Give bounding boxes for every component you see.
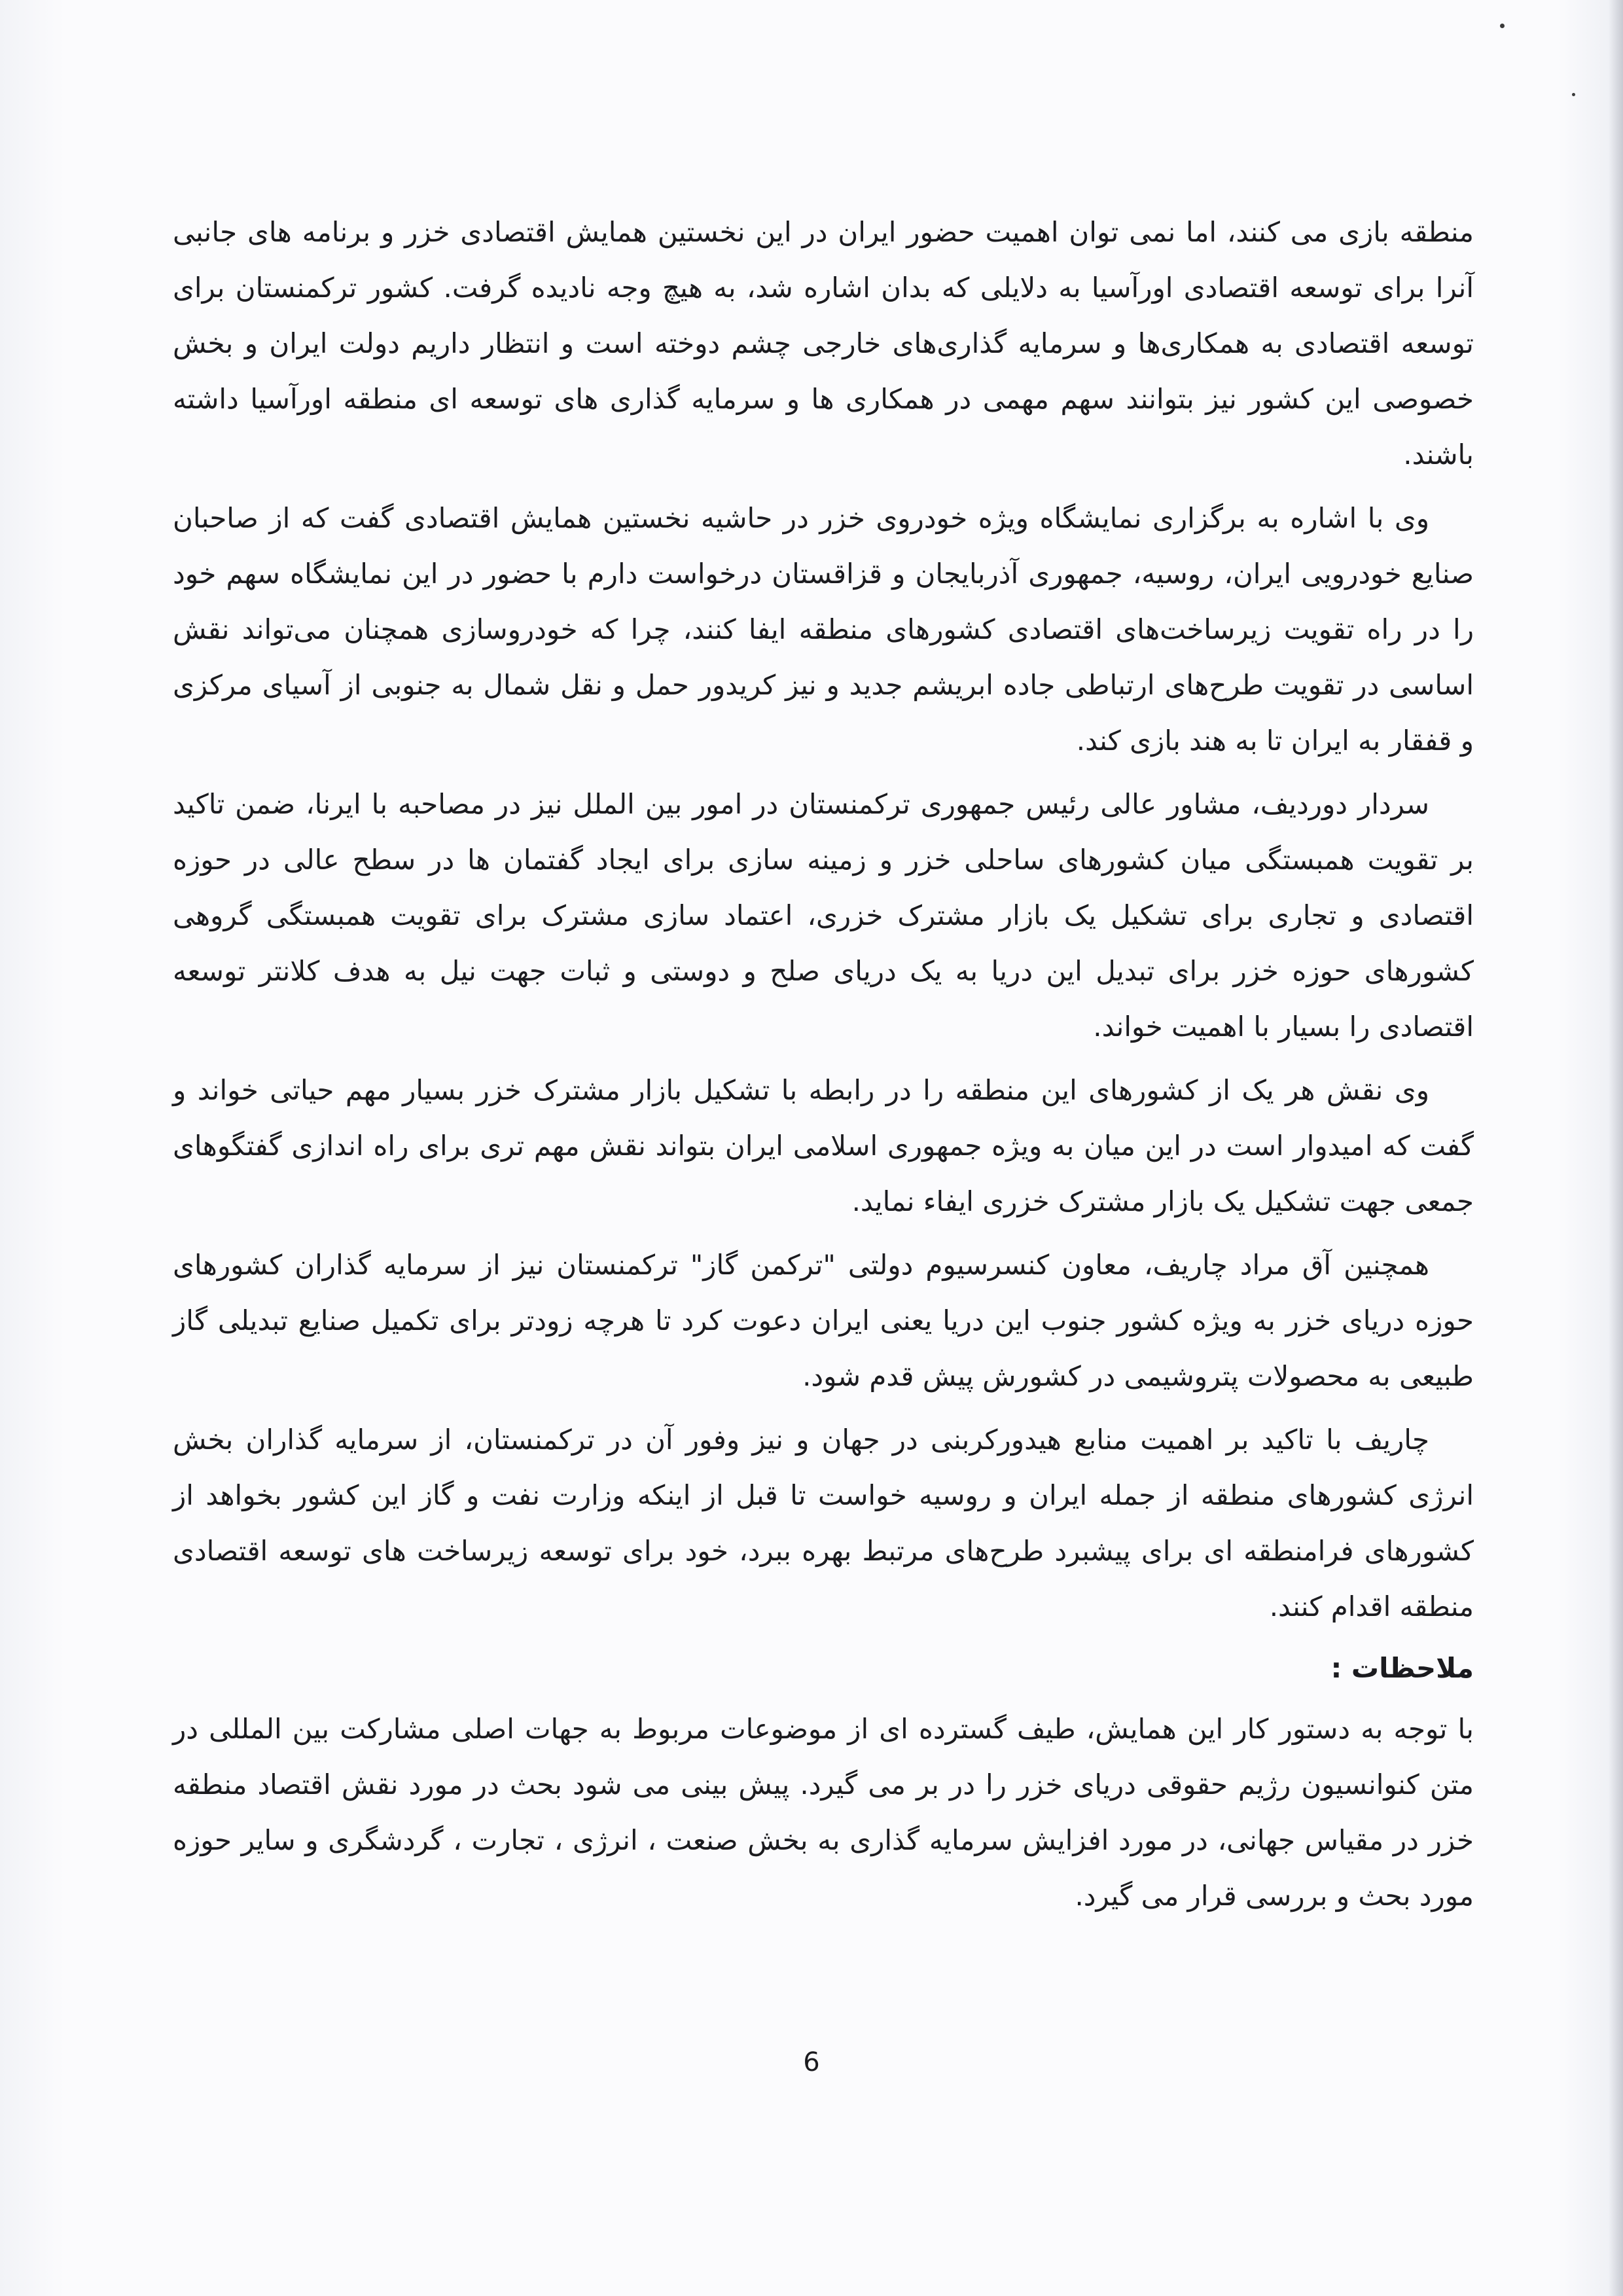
paragraph-hydrocarbon-resources: چاریف با تاکید بر اهمیت منابع هیدورکربنی در جهان و نیز وفور آن در ترکمنستان، از سرمایه گذاران بخش انرژی کشورهای منطقه از جمله ایران و روسیه خواست تا قبل از اینکه وزارت نفت و گاز این کشور بخواهد از کشورهای فرامنطقه ای برای پیشبرد طرح‌های مرتبط بهره ببرد، خود برای توسعه زیرساخت های توسعه اقتصادی منطقه اقدام کنند.: [173, 1424, 1474, 1623]
scan-speck: [1500, 24, 1505, 28]
paragraph-car-exhibition: وی با اشاره به برگزاری نمایشگاه ویژه خودروی خزر در حاشیه نخستین همایش اقتصادی گفت که از صاحبان صنایع خودرویی ایران، روسیه، جمهوری آذربایجان و قزاقستان درخواست دارم با حضور در این نمایشگاه سهم خود را در راه تقویت زیرساخت‌های اقتصادی کشورهای منطقه ایفا کنند، چرا که خودروسازی همچنان می‌تواند نقش اساسی در تقویت طرح‌های ارتباطی جاده ابریشم جدید و نیز کریدور حمل و نقل شمال به جنوبی از آسیای مرکزی و قفقار به ایران تا به هند بازی کند.: [173, 502, 1474, 757]
paragraph-common-market: وی نقش هر یک از کشورهای این منطقه را در رابطه با تشکیل بازار مشترک خزر بسیار مهم حیاتی خواند و گفت که امیدوار است در این میان به ویژه جمهوری اسلامی ایران بتواند نقش مهم تری برای راه اندازی گفتگوهای جمعی جهت تشکیل یک بازار مشترک خزری ایفاء نماید.: [173, 1074, 1474, 1217]
paragraph-continuation: منطقه بازی می کنند، اما نمی توان اهمیت حضور ایران در این نخستین همایش اقتصادی خزر و برنامه های جانبی آنرا برای توسعه اقتصادی اورآسیا به دلایلی که بدان اشاره شد، به هیچ وجه نادیده گرفت. کشور ترکمنستان برای توسعه اقتصادی به همکاری‌ها و سرمایه گذاری‌های خارجی چشم دوخته است و انتظار داریم دولت ایران و بخش خصوصی این کشور نیز بتوانند سهم مهمی در همکاری ها و سرمایه گذاری های توسعه ای منطقه اورآسیا داشته باشند.: [173, 216, 1474, 471]
paragraph-dordiyev-interview: سردار دوردیف، مشاور عالی رئیس جمهوری ترکمنستان در امور بین الملل نیز در مصاحبه با ایرنا، ضمن تاکید بر تقویت همبستگی میان کشورهای ساحلی خزر و زمینه سازی برای ایجاد گفتمان ها در سطح عالی در حوزه اقتصادی و تجاری برای تشکیل یک بازار مشترک خزری، اعتماد سازی مشترک برای تقویت همبستگی گروهی کشورهای حوزه خزر برای تبدیل این دریا به یک دریای صلح و دوستی و ثبات جهت نیل به هدف کلانتر توسعه اقتصادی را بسیار با اهمیت خواند.: [173, 788, 1474, 1043]
page-number: 6: [803, 2047, 820, 2077]
paragraph-turkmen-gas: همچنین آق مراد چاریف، معاون کنسرسیوم دولتی "ترکمن گاز" ترکمنستان نیز از سرمایه گذاران کشورهای حوزه دریای خزر به ویژه کشور جنوب این دریا یعنی ایران دعوت کرد تا هرچه زودتر برای تکمیل صنایع تبدیلی گاز طبیعی به محصولات پتروشیمی در کشورش پیش قدم شود.: [173, 1249, 1474, 1392]
page-edge-shadow: [1609, 0, 1623, 2296]
notes-paragraph: با توجه به دستور کار این همایش، طیف گسترده ای از موضوعات مربوط به جهات اصلی مشارکت بین المللی در متن کنوانسیون رژیم حقوقی دریای خزر را در بر می گیرد. پیش بینی می شود بحث در مورد نقش اقتصاد منطقه خزر در مقیاس جهانی، در مورد افزایش سرمایه گذاری به بخش صنعت ، انرژی ، تجارت ، گردشگری و سایر حوزه مورد بحث و بررسی قرار می گیرد.: [173, 1713, 1474, 1912]
document-body: [173, 204, 1474, 1931]
notes-heading: ملاحظات :: [1330, 1652, 1474, 1684]
scan-speck: [1572, 93, 1575, 96]
